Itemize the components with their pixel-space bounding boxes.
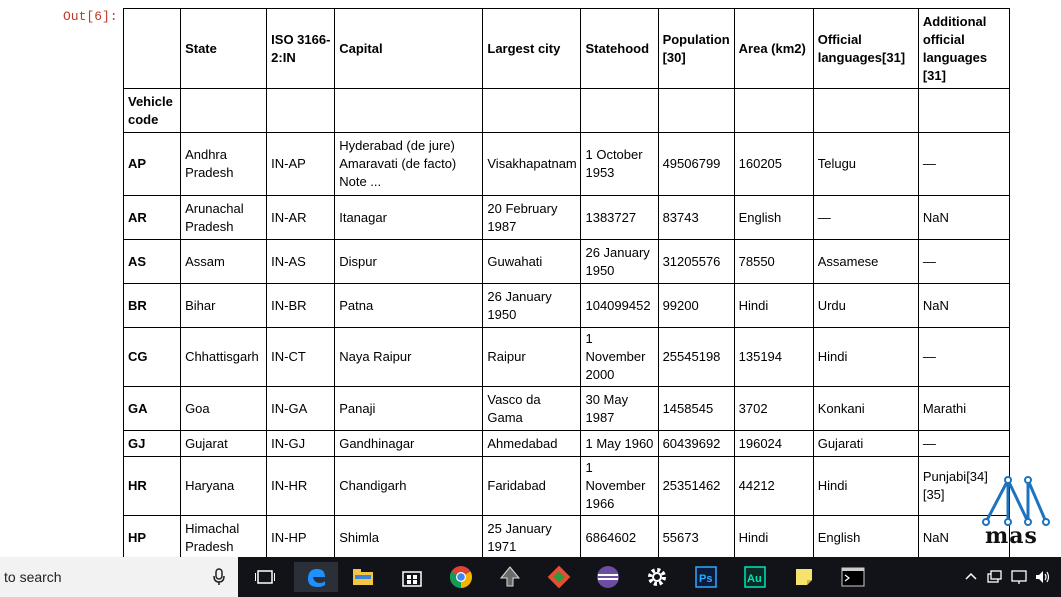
network-icon[interactable]: [986, 568, 1004, 586]
table-cell: 60439692: [658, 431, 734, 457]
search-placeholder: to search: [4, 569, 62, 585]
table-cell: 1458545: [658, 387, 734, 431]
taskbar: [0, 557, 1061, 597]
table-cell: Urdu: [813, 284, 918, 328]
settings-icon[interactable]: [642, 562, 672, 592]
table-cell: IN-GJ: [267, 431, 335, 457]
blank-header-cell: [267, 89, 335, 133]
column-header: Population [30]: [658, 9, 734, 89]
column-header: Additional official languages [31]: [918, 9, 1009, 89]
table-cell: Patna: [335, 284, 483, 328]
table-cell: —: [918, 133, 1009, 196]
table-cell: Gujarati: [813, 431, 918, 457]
microphone-icon[interactable]: [211, 568, 227, 586]
table-cell: Punjabi[34][35]: [918, 457, 1009, 516]
table-cell: NaN: [918, 516, 1009, 558]
index-name-header: Vehicle code: [124, 89, 181, 133]
table-cell: IN-AP: [267, 133, 335, 196]
table-cell: IN-GA: [267, 387, 335, 431]
file-explorer-icon[interactable]: [348, 562, 378, 592]
table-cell: Himachal Pradesh: [181, 516, 267, 558]
table-cell: Itanagar: [335, 196, 483, 240]
table-cell: 49506799: [658, 133, 734, 196]
audition-icon[interactable]: [740, 562, 770, 592]
row-index-cell: AR: [124, 196, 181, 240]
table-cell: Raipur: [483, 328, 581, 387]
svg-text:Ps: Ps: [699, 573, 713, 585]
row-index-cell: HP: [124, 516, 181, 558]
table-cell: IN-HR: [267, 457, 335, 516]
table-cell: 1 November 2000: [581, 328, 658, 387]
table-cell: Faridabad: [483, 457, 581, 516]
table-cell: Chhattisgarh: [181, 328, 267, 387]
table-cell: Dispur: [335, 240, 483, 284]
column-header: Capital: [335, 9, 483, 89]
chevron-up-icon[interactable]: [962, 568, 980, 586]
table-cell: IN-AS: [267, 240, 335, 284]
column-header: ISO 3166-2:IN: [267, 9, 335, 89]
table-cell: IN-HP: [267, 516, 335, 558]
blank-header-cell: [918, 89, 1009, 133]
task-view-icon[interactable]: [250, 562, 280, 592]
column-header: State: [181, 9, 267, 89]
table-row: [124, 240, 1010, 284]
row-index-cell: AP: [124, 133, 181, 196]
table-cell: 1 October 1953: [581, 133, 658, 196]
table-cell: —: [918, 240, 1009, 284]
table-cell: Assam: [181, 240, 267, 284]
table-cell: English: [813, 516, 918, 558]
table-cell: 104099452: [581, 284, 658, 328]
display-icon[interactable]: [1010, 568, 1028, 586]
table-cell: Gujarat: [181, 431, 267, 457]
column-header: Official languages[31]: [813, 9, 918, 89]
store-icon[interactable]: [397, 562, 427, 592]
terminal-icon[interactable]: [838, 562, 868, 592]
table-cell: 30 May 1987: [581, 387, 658, 431]
table-cell: Telugu: [813, 133, 918, 196]
row-index-cell: CG: [124, 328, 181, 387]
table-cell: 44212: [734, 457, 813, 516]
edge-icon[interactable]: [294, 562, 338, 592]
table-cell: 26 January 1950: [483, 284, 581, 328]
table-cell: Hindi: [734, 284, 813, 328]
table-cell: Bihar: [181, 284, 267, 328]
table-cell: NaN: [918, 284, 1009, 328]
row-index-cell: HR: [124, 457, 181, 516]
table-row: [124, 328, 1010, 387]
table-cell: Chandigarh: [335, 457, 483, 516]
table-cell: Visakhapatnam: [483, 133, 581, 196]
table-row: [124, 431, 1010, 457]
row-index-cell: AS: [124, 240, 181, 284]
row-index-cell: BR: [124, 284, 181, 328]
out-prompt: Out[6]:: [63, 9, 118, 24]
table-cell: Hindi: [813, 328, 918, 387]
table-cell: 83743: [658, 196, 734, 240]
table-cell: 26 January 1950: [581, 240, 658, 284]
table-cell: 78550: [734, 240, 813, 284]
table-cell: 6864602: [581, 516, 658, 558]
table-cell: 20 February 1987: [483, 196, 581, 240]
sticky-notes-icon[interactable]: [789, 562, 819, 592]
blank-header-cell: [581, 89, 658, 133]
blank-header-cell: [335, 89, 483, 133]
svg-text:Au: Au: [747, 573, 762, 585]
table-cell: —: [918, 431, 1009, 457]
table-cell: Shimla: [335, 516, 483, 558]
table-cell: —: [918, 328, 1009, 387]
table-cell: 25 January 1971: [483, 516, 581, 558]
photoshop-icon[interactable]: [691, 562, 721, 592]
taskbar-search-box[interactable]: [0, 557, 238, 597]
inkscape-icon[interactable]: [495, 562, 525, 592]
dataframe-table: [123, 8, 1010, 557]
table-cell: IN-CT: [267, 328, 335, 387]
table-cell: Panaji: [335, 387, 483, 431]
table-cell: Arunachal Pradesh: [181, 196, 267, 240]
table-cell: 25545198: [658, 328, 734, 387]
table-cell: Haryana: [181, 457, 267, 516]
blank-header-cell: [483, 89, 581, 133]
mas-logo-text: mas: [985, 523, 1038, 549]
table-cell: IN-BR: [267, 284, 335, 328]
table-cell: Guwahati: [483, 240, 581, 284]
table-cell: Hindi: [813, 457, 918, 516]
table-cell: Hindi: [734, 516, 813, 558]
table-row: [124, 516, 1010, 558]
table-cell: NaN: [918, 196, 1009, 240]
volume-icon[interactable]: [1034, 568, 1052, 586]
git-icon[interactable]: [544, 562, 574, 592]
column-header: Area (km2): [734, 9, 813, 89]
table-cell: 1 May 1960: [581, 431, 658, 457]
table-cell: Andhra Pradesh: [181, 133, 267, 196]
table-cell: 3702: [734, 387, 813, 431]
table-cell: Vasco da Gama: [483, 387, 581, 431]
table-cell: Gandhinagar: [335, 431, 483, 457]
chrome-icon[interactable]: [446, 562, 476, 592]
row-index-cell: GJ: [124, 431, 181, 457]
blank-header-cell: [813, 89, 918, 133]
table-row: [124, 196, 1010, 240]
table-cell: Konkani: [813, 387, 918, 431]
table-cell: 135194: [734, 328, 813, 387]
table-row: [124, 133, 1010, 196]
table-cell: 99200: [658, 284, 734, 328]
blank-header-cell: [181, 89, 267, 133]
table-cell: English: [734, 196, 813, 240]
blank-header-cell: [734, 89, 813, 133]
column-header: Largest city: [483, 9, 581, 89]
table-corner-cell: [124, 9, 181, 89]
table-cell: Goa: [181, 387, 267, 431]
table-cell: 196024: [734, 431, 813, 457]
table-cell: 31205576: [658, 240, 734, 284]
table-cell: Ahmedabad: [483, 431, 581, 457]
eclipse-icon[interactable]: [593, 562, 623, 592]
table-cell: Hyderabad (de jure) Amaravati (de facto) Note ...: [335, 133, 483, 196]
table-row: [124, 387, 1010, 431]
table-cell: Assamese: [813, 240, 918, 284]
table-row: [124, 457, 1010, 516]
table-row: [124, 284, 1010, 328]
blank-header-cell: [658, 89, 734, 133]
column-header: Statehood: [581, 9, 658, 89]
dataframe-output: [123, 8, 1010, 557]
table-cell: 1383727: [581, 196, 658, 240]
table-cell: 25351462: [658, 457, 734, 516]
table-cell: 55673: [658, 516, 734, 558]
table-cell: 1 November 1966: [581, 457, 658, 516]
table-cell: Naya Raipur: [335, 328, 483, 387]
table-cell: IN-AR: [267, 196, 335, 240]
table-cell: 160205: [734, 133, 813, 196]
table-cell: Marathi: [918, 387, 1009, 431]
table-cell: —: [813, 196, 918, 240]
row-index-cell: GA: [124, 387, 181, 431]
